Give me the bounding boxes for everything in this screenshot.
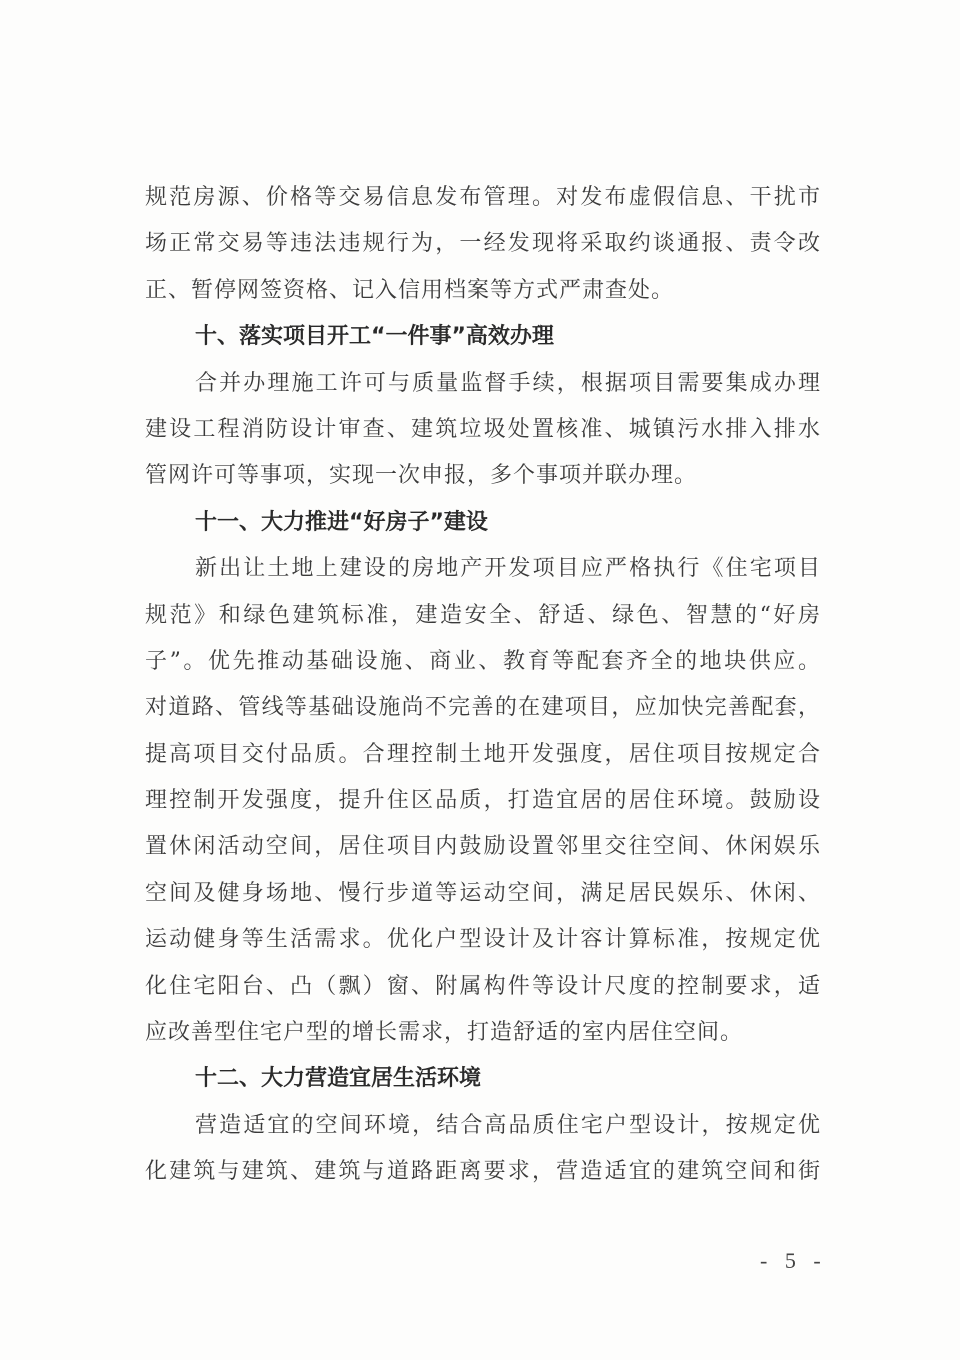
text-line: 提高项目交付品质。合理控制土地开发强度，居住项目按规定合 bbox=[145, 741, 821, 767]
text-line: 管网许可等事项，实现一次申报，多个事项并联办理。 bbox=[145, 463, 698, 489]
text-line: 空间及健身场地、慢行步道等运动空间，满足居民娱乐、休闲、 bbox=[145, 880, 821, 906]
text-line: 规范房源、价格等交易信息发布管理。对发布虚假信息、干扰市 bbox=[145, 185, 821, 210]
text-line: 置休闲活动空间，居住项目内鼓励设置邻里交往空间、休闲娱乐 bbox=[145, 834, 821, 860]
text-line: 规范》和绿色建筑标准，建造安全、舒适、绿色、智慧的“好房 bbox=[145, 602, 821, 628]
section-heading bbox=[145, 500, 821, 546]
text-line: 合并办理施工许可与质量监督手续，根据项目需要集成办理 bbox=[195, 370, 821, 396]
paragraph bbox=[145, 175, 821, 314]
text-line: 新出让土地上建设的房地产开发项目应严格执行《住宅项目 bbox=[195, 556, 821, 582]
page-number: - 5 - bbox=[760, 1248, 827, 1273]
text-line: 建设工程消防设计审查、建筑垃圾处置核准、城镇污水排入排水 bbox=[145, 416, 821, 442]
text-line: 子”。优先推动基础设施、商业、教育等配套齐全的地块供应。 bbox=[145, 648, 821, 674]
text-line: 化建筑与建筑、建筑与道路距离要求，营造适宜的建筑空间和街 bbox=[145, 1159, 821, 1185]
paragraph bbox=[145, 546, 821, 1056]
text-line: 正、暂停网签资格、记入信用档案等方式严肃查处。 bbox=[145, 277, 675, 303]
paragraph bbox=[145, 361, 821, 500]
paragraph bbox=[145, 1103, 821, 1196]
text-line: 场正常交易等违法违规行为，一经发现将采取约谈通报、责令改 bbox=[145, 231, 821, 257]
text-line: 对道路、管线等基础设施尚不完善的在建项目，应加快完善配套， bbox=[145, 695, 821, 721]
text-line: 运动健身等生活需求。优化户型设计及计容计算标准，按规定优 bbox=[145, 927, 821, 953]
text-line: 化住宅阳台、凸（飘）窗、附属构件等设计尺度的控制要求，适 bbox=[145, 973, 821, 999]
text-line: 营造适宜的空间环境，结合高品质住宅户型设计，按规定优 bbox=[195, 1112, 821, 1138]
section-heading bbox=[145, 1056, 821, 1102]
document-body bbox=[145, 175, 821, 1196]
heading-text: 十一、大力推进“好房子”建设 bbox=[195, 509, 488, 535]
text-line: 应改善型住宅户型的增长需求，打造舒适的室内居住空间。 bbox=[145, 1020, 744, 1046]
section-heading bbox=[145, 314, 821, 360]
heading-text: 十、落实项目开工“一件事”高效办理 bbox=[195, 324, 554, 350]
text-line: 理控制开发强度，提升住区品质，打造宜居的居住环境。鼓励设 bbox=[145, 788, 821, 814]
heading-text: 十二、大力营造宜居生活环境 bbox=[195, 1066, 482, 1092]
